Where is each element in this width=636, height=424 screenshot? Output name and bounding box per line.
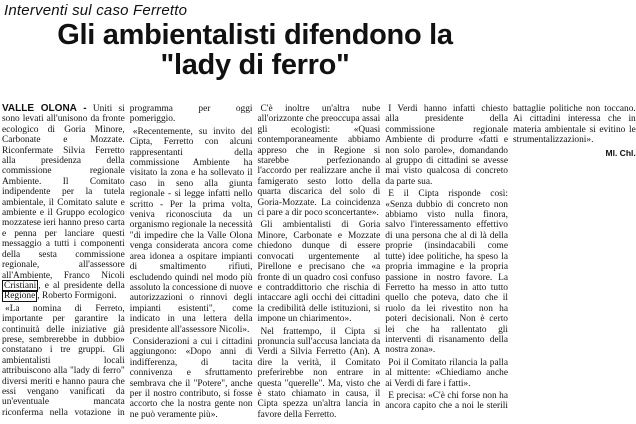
paragraph-4: Considerazioni a cui i cittadini aggiungono: «Dopo anni di indifferenza, di tacita connivenza e sfruttamento sembrava che il "Potere", anche per il nostro contributo, si fosse accorto che la nostra gente non ne può veramente più». <box>129 336 253 420</box>
paragraph-11: E precisa: «C'è chi forse non ha ancora capito che a noi le sterili battaglie politiche non toccano. Ai cittadini interessa che in materia ambientale si evitino le strumentalizzazioni». <box>385 104 636 412</box>
paragraph-1-text-b: , e al presidente della <box>38 280 125 291</box>
paragraph-2: «La nomina di Ferreto, importante per garantire la continuità delle iniziative già prese, sembrerebbe in dubbio» constatano i tre gruppi. Gli ambientalisti locali attribuiscono alla "lady di ferro" diversi meriti e hanno paura che essi vengano vanificati da un'eventuale mancata riconferma nella votazione in programma per oggi pomeriggio. <box>2 104 253 418</box>
paragraph-10: Poi il Comitato rilancia la palla al mittente: «Chiediamo anche ai Verdi di fare i fatti». <box>385 357 508 389</box>
paragraph-6: Gli ambientalisti di Goria Minore, Carbonate e Mozzate chiedono dunque di essere convocati urgentemente al Pirellone e precisano che «a fronte di un quadro così confuso e contraddittorio che rischia di intaccare agli occhi dei cittadini la credibilità delle istituzioni, si impone un chiarimento». <box>257 220 381 325</box>
paragraph-1 <box>2 104 125 302</box>
headline-line-2: "lady di ferro" <box>160 49 350 81</box>
author-signature: Ml. Chl. <box>605 147 636 158</box>
boxed-word-cristiani: Cristiani <box>4 280 37 291</box>
boxed-word-regione: Regione <box>4 291 36 302</box>
dateline: VALLE OLONA - <box>2 103 87 114</box>
paragraph-9: E il Cipta risponde così: «Senza dubbio di concreto non abbiamo visto nulla finora, salvo l'interessamento effettivo di una persona che al di là della proprie (insindacabili come tutte) idee politiche, ha speso la propria immagine e la propria passione in nostro favore. La Ferretto ha messo in atto tutto quello che poteva, dato che il ruolo da lei rivestito non ha poteri decisionali. Non è certo lei che ha rallentato gli interventi di risanamento della nostra zona». <box>385 189 508 356</box>
paragraph-1-text-c: , Roberto Formigoni. <box>37 291 117 302</box>
kicker: Interventi sul caso Ferretto <box>4 2 188 19</box>
paragraph-7: Nel frattempo, il Cipta si pronuncia sull'accusa lanciata da Verdi a Silvia Ferretto (An). A dire la verità, il Comitato preferirebbe non entrare in questa "querelle". Ma, visto che è stato chiamato in causa, il Cipta spezza un'altra lancia in favore della Ferretto. <box>257 326 381 420</box>
headline <box>0 20 510 80</box>
paragraph-8: I Verdi hanno infatti chiesto alla presidente della commissione regionale Ambiente di produrre «fatti e non solo parole», domandando al gruppo di cittadini se avesse mai visto qualcosa di concreto da parte sua. <box>385 104 508 187</box>
paragraph-1-text-a: Uniti si sono levati all'unisono da fronte ecologico di Goria Minore, Carbonate e Mozzate. Riconfermate Silvia Ferretto alla presidenza della commissione regionale Ambiente. Il Comitato indipendente per la tutela ambientale, il Comitato salute e ambiente e il Gruppo ecologico mozzatese ieri hanno preso carta e penna per lanciare questi messaggio a tutti i componenti della sesta commissione regionale, all'assessore all'Ambiente, Franco Nicoli <box>2 104 125 281</box>
paragraph-5: C'è inoltre un'altra nube all'orizzonte che preoccupa assai gli ecologisti: «Quasi contemporaneamente abbiamo appreso che in Regione si starebbe perfezionando l'accordo per realizzare anche il famigerato sesto lotto della quarta discarica del solo di Goria-Mozzate. La coincidenza ci pare a dir poco sconcertante». <box>257 104 381 219</box>
paragraph-3: «Recentemente, su invito del Cipta, Ferretto con alcuni rappresentanti della commissione Ambiente ha visitato la zona e ha sollevato il caso in seno alla giunta regionale - si legge infatti nello scritto - Per la prima volta, veniva riconosciuta da un organismo regionale la necessità "di impedire che la Valle Olona venga considerata ancora come area idonea a ospitare impianti di smaltimento rifiuti, escludendo quindi nel modo più assoluto la concessione di nuove autorizzazioni o rinnovi degli impianti esistenti", come indicato in una lettera della presidente all'assessore Nicoli». <box>129 126 253 335</box>
article-body <box>2 103 636 422</box>
headline-line-1: Gli ambientalisti difendono la <box>57 19 453 51</box>
